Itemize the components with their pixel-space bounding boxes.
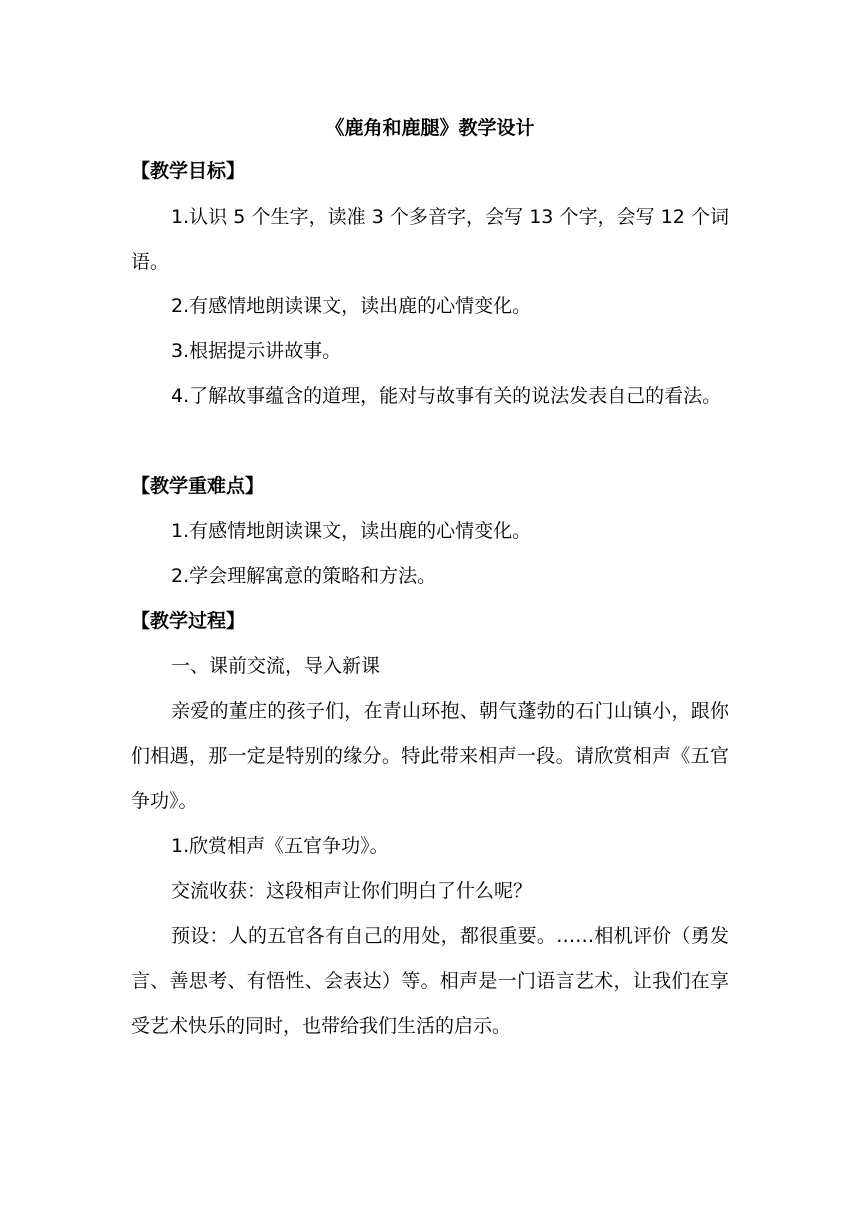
document-title: 《鹿角和鹿腿》教学设计 — [325, 117, 535, 139]
section-heading-process: 【教学过程】 — [131, 610, 246, 632]
objective-item-1: 1.认识 5 个生字，读准 3 个多音字，会写 13 个字，会写 12 个词语。 — [131, 206, 729, 273]
section-heading-key-points: 【教学重难点】 — [131, 475, 265, 497]
process-paragraph-discuss: 交流收获：这段相声让你们明白了什么呢？ — [171, 880, 533, 902]
objective-item-2: 2.有感情地朗读课文，读出鹿的心情变化。 — [171, 295, 532, 317]
process-paragraph-listen: 1.欣赏相声《五官争功》。 — [171, 835, 389, 857]
section-heading-objectives: 【教学目标】 — [131, 160, 246, 182]
objective-item-4: 4.了解故事蕴含的道理，能对与故事有关的说法发表自己的看法。 — [171, 385, 722, 407]
process-paragraph-intro: 亲爱的董庄的孩子们，在青山环抱、朝气蓬勃的石门山镇小，跟你们相遇，那一定是特别的缘分。特此带来相声一段。请欣赏相声《五官争功》。 — [131, 700, 729, 812]
process-paragraph-preset: 预设：人的五官各有自己的用处，都很重要。……相机评价（勇发言、善思考、有悟性、会表达）等。相声是一门语言艺术，让我们在享受艺术快乐的同时，也带给我们生活的启示。 — [131, 925, 729, 1037]
key-point-item-1: 1.有感情地朗读课文，读出鹿的心情变化。 — [171, 520, 532, 542]
process-step-heading: 一、课前交流，导入新课 — [171, 655, 381, 677]
key-point-item-2: 2.学会理解寓意的策略和方法。 — [171, 565, 437, 587]
objective-item-3: 3.根据提示讲故事。 — [171, 340, 342, 362]
